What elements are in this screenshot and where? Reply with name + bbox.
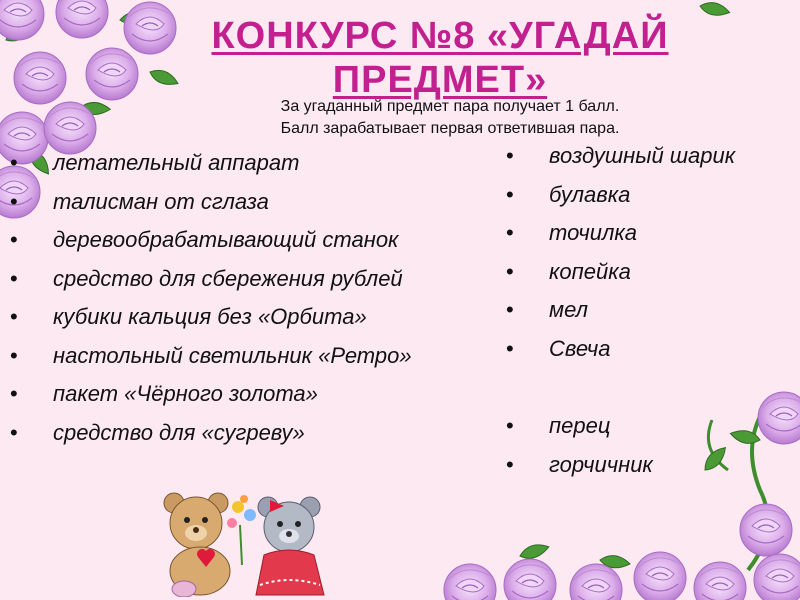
bullet: •: [506, 143, 514, 168]
list-item-label: перец: [549, 413, 611, 438]
list-item: [10, 149, 412, 188]
list-item: [506, 219, 735, 258]
bullet: •: [506, 451, 514, 477]
bullet: •: [10, 227, 18, 252]
list-spacer: [506, 373, 735, 412]
bullet: •: [506, 335, 514, 361]
list-item: [506, 296, 735, 335]
list-item-label: средство для «сугреву»: [53, 419, 305, 445]
list-item-label: деревообрабатывающий станок: [53, 227, 399, 252]
title-line-1: КОНКУРС №8 «УГАДАЙ: [211, 15, 669, 57]
bullet: •: [506, 181, 514, 207]
list-item-label: копейка: [549, 258, 631, 284]
page-title: [180, 14, 700, 102]
left-item-list: [10, 149, 412, 457]
bullet: •: [10, 304, 18, 329]
list-item: [10, 419, 412, 458]
teddy-bears-illustration: [160, 485, 335, 597]
teddy-bear-icon: [256, 497, 324, 595]
bullet: •: [10, 419, 18, 445]
list-item: [10, 303, 412, 342]
subtitle-line-2: Балл зарабатывает первая ответившая пара.: [280, 120, 620, 137]
bullet: •: [10, 188, 18, 214]
list-item: [10, 226, 412, 265]
right-item-list: [506, 142, 735, 489]
list-item: [10, 342, 412, 381]
list-item: [506, 412, 735, 451]
teddy-bear-icon: [164, 493, 230, 597]
list-item-label: Свеча: [549, 335, 611, 361]
list-item-label: точилка: [549, 220, 637, 245]
bullet: •: [10, 265, 18, 291]
bullet: •: [10, 381, 18, 406]
flower-bouquet-icon: [227, 495, 256, 565]
list-item-label: кубики кальция без «Орбита»: [53, 304, 367, 329]
list-item: [506, 181, 735, 220]
list-item-label: воздушный шарик: [549, 143, 736, 168]
title-line-2: ПРЕДМЕТ»: [332, 59, 548, 101]
list-item-label: мел: [549, 297, 588, 322]
bullet: •: [10, 342, 18, 368]
bullet: •: [10, 150, 18, 175]
list-item: [10, 188, 412, 227]
list-item-label: горчичник: [549, 451, 653, 477]
list-item: [10, 265, 412, 304]
subtitle: [180, 96, 720, 140]
list-item-label: летательный аппарат: [53, 150, 300, 175]
bullet: •: [506, 413, 514, 438]
bullet: •: [506, 258, 514, 284]
list-item: [10, 380, 412, 419]
list-item-label: настольный светильник «Ретро»: [53, 342, 412, 368]
list-item: [506, 142, 735, 181]
list-item-label: талисман от сглаза: [53, 188, 269, 214]
subtitle-line-1: За угаданный предмет пара получает 1 балл.: [280, 98, 620, 115]
list-item-label: пакет «Чёрного золота»: [53, 381, 318, 406]
list-item: [506, 451, 735, 490]
list-item-label: средство для сбережения рублей: [53, 265, 403, 291]
bullet: •: [506, 297, 514, 322]
list-item: [506, 335, 735, 374]
list-item-label: булавка: [549, 181, 631, 207]
list-item: [506, 258, 735, 297]
bullet: •: [506, 220, 514, 245]
